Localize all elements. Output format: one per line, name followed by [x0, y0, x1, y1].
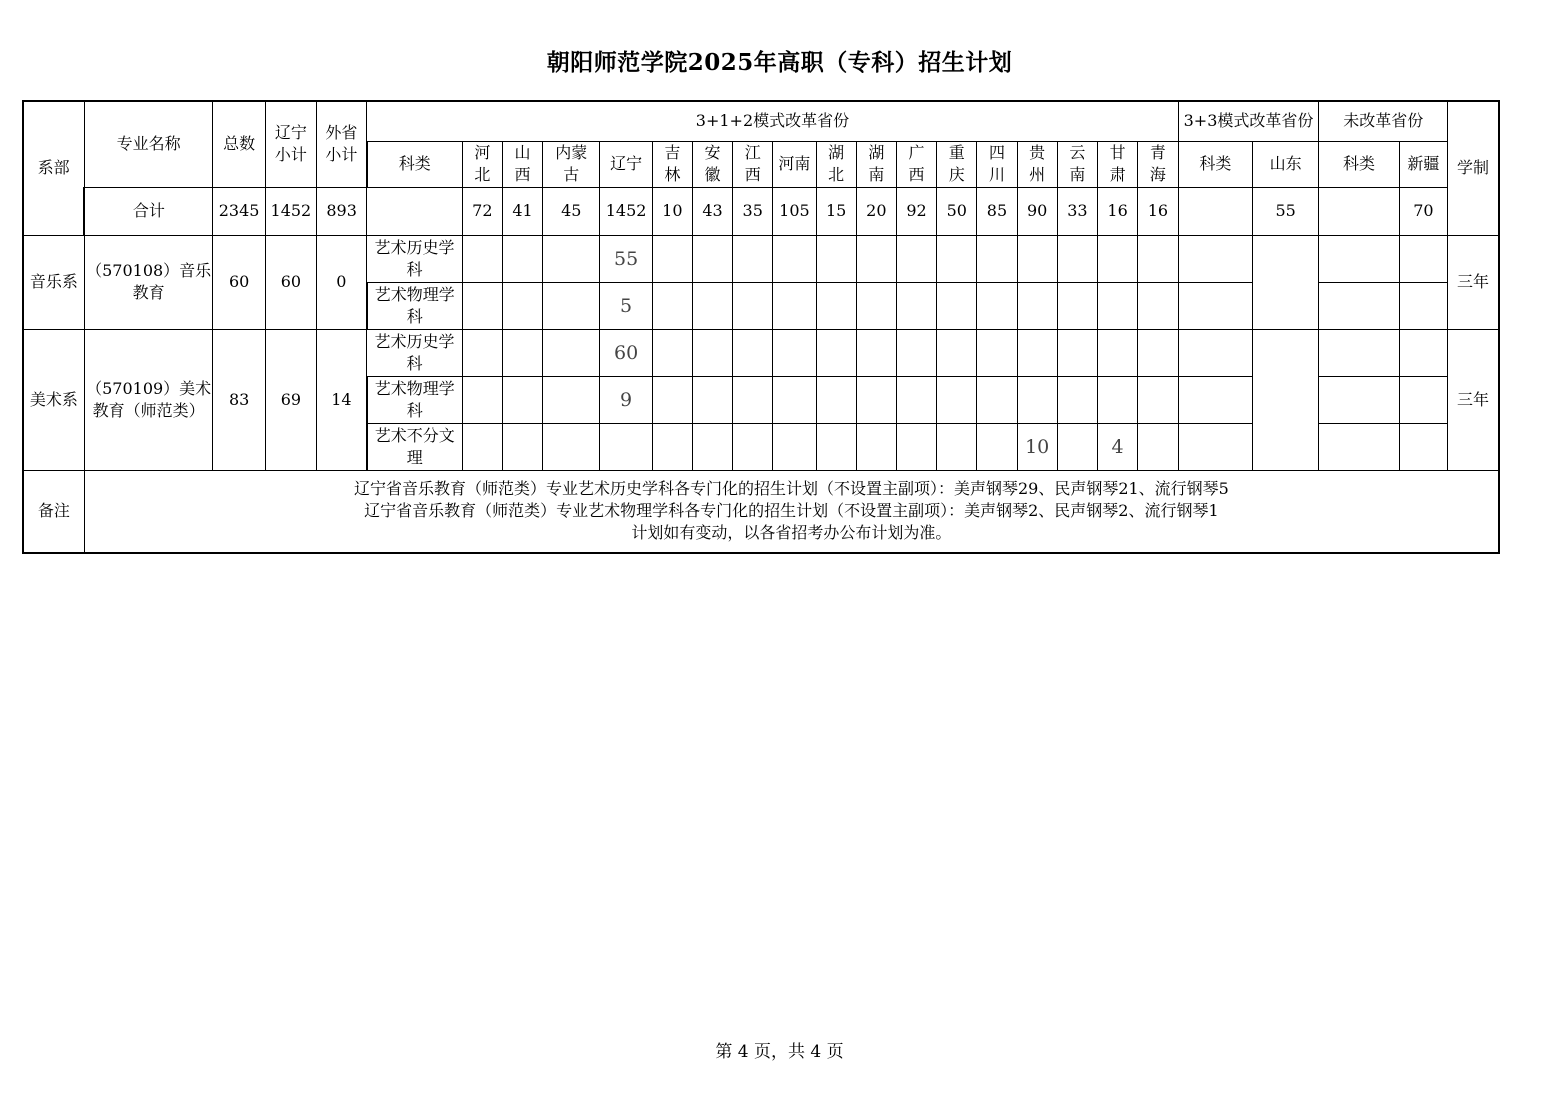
subject-type-33: [1178, 423, 1252, 470]
province-value: [1097, 329, 1137, 376]
province-value: [1057, 423, 1097, 470]
total-liaoning: 1452: [265, 187, 316, 235]
province-value: [1097, 235, 1137, 282]
header-subject-type: 科类: [367, 141, 462, 187]
header-group-33: 3+3模式改革省份: [1178, 101, 1319, 141]
total-province-value: 33: [1057, 187, 1097, 235]
dept-name: 音乐系: [23, 235, 84, 329]
province-value: [1017, 282, 1057, 329]
total-subject-type-unreformed: [1319, 187, 1399, 235]
province-value: 60: [600, 329, 652, 376]
total-subject-type: [367, 187, 462, 235]
document-title: 朝阳师范学院2025年高职（专科）招生计划: [546, 49, 1013, 76]
header-major: 专业名称: [84, 101, 213, 187]
province-value: [502, 329, 542, 376]
header-province: 湖 南: [856, 141, 896, 187]
subject-type-unreformed: [1319, 282, 1399, 329]
total-shandong: 55: [1253, 187, 1319, 235]
notes-content: [84, 470, 1499, 553]
subject-type-unreformed: [1319, 329, 1399, 376]
province-value: [462, 423, 502, 470]
province-value: [773, 329, 816, 376]
total-province-value: 50: [937, 187, 977, 235]
major-name: （570109）美术教育（师范类）: [84, 329, 213, 470]
major-total: 60: [213, 235, 265, 329]
header-province: 云 南: [1057, 141, 1097, 187]
header-duration: 学制: [1448, 101, 1499, 235]
province-value: [502, 376, 542, 423]
header-province: 河南: [773, 141, 816, 187]
province-value: [733, 235, 773, 282]
province-value: [733, 423, 773, 470]
province-value: [1057, 329, 1097, 376]
province-value: [733, 282, 773, 329]
province-value: [543, 423, 600, 470]
province-value: [937, 423, 977, 470]
province-value: 10: [1017, 423, 1057, 470]
subject-type-unreformed: [1319, 376, 1399, 423]
province-value: [1097, 376, 1137, 423]
province-value: [937, 235, 977, 282]
province-value: [462, 235, 502, 282]
province-value: [692, 329, 732, 376]
header-province: 广 西: [896, 141, 936, 187]
total-xinjiang: 70: [1399, 187, 1447, 235]
province-value: [856, 235, 896, 282]
header-group-unreformed: 未改革省份: [1319, 101, 1448, 141]
province-value: [502, 235, 542, 282]
province-value: [816, 376, 856, 423]
enrollment-plan-table: [22, 100, 1500, 554]
province-value: [856, 376, 896, 423]
notes-label: 备注: [23, 470, 84, 553]
header-province: 辽宁: [600, 141, 652, 187]
province-value: [652, 282, 692, 329]
header-province-xinjiang: 新疆: [1399, 141, 1447, 187]
note-line: 辽宁省音乐教育（师范类）专业艺术物理学科各专门化的招生计划（不设置主副项）：美声钢琴2、民声钢琴2、流行钢琴1: [364, 501, 1219, 521]
province-value: [652, 329, 692, 376]
province-value: [977, 376, 1017, 423]
province-value: [977, 235, 1017, 282]
province-value: [502, 423, 542, 470]
xinjiang-value: [1399, 235, 1447, 282]
subject-type: 艺术历史学科: [367, 329, 462, 376]
header-subject-type-33: 科类: [1178, 141, 1252, 187]
total-sum: 2345: [213, 187, 265, 235]
province-value: [692, 235, 732, 282]
total-province-value: 41: [502, 187, 542, 235]
province-value: [937, 282, 977, 329]
province-value: [937, 329, 977, 376]
major-liaoning: 69: [265, 329, 316, 470]
total-province-value: 15: [816, 187, 856, 235]
duration-value: 三年: [1448, 329, 1499, 470]
province-value: [1017, 329, 1057, 376]
province-value: [733, 376, 773, 423]
header-province: 河 北: [462, 141, 502, 187]
province-value: [1017, 376, 1057, 423]
province-value: [773, 282, 816, 329]
subject-type-33: [1178, 282, 1252, 329]
province-value: 5: [600, 282, 652, 329]
duration-value: 三年: [1448, 235, 1499, 329]
subject-type: 艺术不分文理: [367, 423, 462, 470]
dept-name: 美术系: [23, 329, 84, 470]
subject-type-33: [1178, 376, 1252, 423]
xinjiang-value: [1399, 376, 1447, 423]
province-value: [896, 329, 936, 376]
total-province-value: 10: [652, 187, 692, 235]
subject-type-unreformed: [1319, 235, 1399, 282]
province-value: [652, 376, 692, 423]
province-value: [543, 329, 600, 376]
header-province: 吉 林: [652, 141, 692, 187]
header-liaoning-subtotal: 辽宁 小计: [265, 101, 316, 187]
province-value: [543, 282, 600, 329]
header-outside-subtotal: 外省 小计: [317, 101, 367, 187]
province-value: 4: [1097, 423, 1137, 470]
province-value: [816, 235, 856, 282]
province-value: [1017, 235, 1057, 282]
province-value: [462, 282, 502, 329]
province-value: [896, 282, 936, 329]
total-province-value: 16: [1097, 187, 1137, 235]
province-value: [816, 329, 856, 376]
total-province-value: 1452: [600, 187, 652, 235]
header-province: 贵 州: [1017, 141, 1057, 187]
header-province: 山 西: [502, 141, 542, 187]
province-value: [856, 329, 896, 376]
total-province-value: 90: [1017, 187, 1057, 235]
province-value: [1138, 423, 1178, 470]
shandong-value: [1253, 329, 1319, 470]
subject-type: 艺术历史学科: [367, 235, 462, 282]
table-row: [23, 235, 1499, 282]
subject-type-33: [1178, 329, 1252, 376]
province-value: [1097, 282, 1137, 329]
total-province-value: 72: [462, 187, 502, 235]
province-value: [1138, 235, 1178, 282]
province-value: [692, 282, 732, 329]
total-province-value: 92: [896, 187, 936, 235]
total-province-value: 20: [856, 187, 896, 235]
province-value: [896, 235, 936, 282]
header-province: 安 徽: [692, 141, 732, 187]
header-province: 四 川: [977, 141, 1017, 187]
total-province-value: 43: [692, 187, 732, 235]
province-value: [652, 423, 692, 470]
xinjiang-value: [1399, 423, 1447, 470]
province-value: [652, 235, 692, 282]
province-value: [502, 282, 542, 329]
province-value: [937, 376, 977, 423]
header-province: 甘 肃: [1097, 141, 1137, 187]
major-liaoning: 60: [265, 235, 316, 329]
header-province: 青 海: [1138, 141, 1178, 187]
province-value: [816, 423, 856, 470]
province-value: [733, 329, 773, 376]
header-province: 湖 北: [816, 141, 856, 187]
total-province-value: 105: [773, 187, 816, 235]
province-value: [692, 423, 732, 470]
subject-type: 艺术物理学科: [367, 282, 462, 329]
header-province-shandong: 山东: [1253, 141, 1319, 187]
province-value: [1057, 235, 1097, 282]
province-value: 9: [600, 376, 652, 423]
province-value: [462, 376, 502, 423]
province-value: [543, 376, 600, 423]
header-subject-type-unreformed: 科类: [1319, 141, 1399, 187]
province-value: [1057, 376, 1097, 423]
major-name: （570108）音乐教育: [84, 235, 213, 329]
province-value: [977, 282, 1017, 329]
header-total: 总数: [213, 101, 265, 187]
total-province-value: 16: [1138, 187, 1178, 235]
page-footer: 第 4 页，共 4 页: [715, 1042, 844, 1062]
total-subject-type-33: [1178, 187, 1252, 235]
subject-type: 艺术物理学科: [367, 376, 462, 423]
province-value: [896, 376, 936, 423]
province-value: [977, 423, 1017, 470]
header-dept: 系部: [23, 101, 84, 235]
province-value: [773, 235, 816, 282]
province-value: [1138, 282, 1178, 329]
note-line: 计划如有变动，以各省招考办公布计划为准。: [631, 523, 952, 543]
note-line: 辽宁省音乐教育（师范类）专业艺术历史学科各专门化的招生计划（不设置主副项）：美声钢琴29、民声钢琴21、流行钢琴5: [353, 479, 1229, 499]
total-province-value: 45: [543, 187, 600, 235]
header-province: 江 西: [733, 141, 773, 187]
total-label: 合计: [84, 187, 213, 235]
total-province-value: 35: [733, 187, 773, 235]
total-province-value: 85: [977, 187, 1017, 235]
xinjiang-value: [1399, 329, 1447, 376]
subject-type-33: [1178, 235, 1252, 282]
total-outside: 893: [317, 187, 367, 235]
province-value: [773, 376, 816, 423]
major-outside: 0: [317, 235, 367, 329]
province-value: [816, 282, 856, 329]
province-value: [462, 329, 502, 376]
xinjiang-value: [1399, 282, 1447, 329]
header-province: 重 庆: [937, 141, 977, 187]
province-value: [600, 423, 652, 470]
province-value: 55: [600, 235, 652, 282]
header-group-312: 3+1+2模式改革省份: [367, 101, 1178, 141]
province-value: [692, 376, 732, 423]
subject-type-unreformed: [1319, 423, 1399, 470]
major-outside: 14: [317, 329, 367, 470]
province-value: [856, 423, 896, 470]
province-value: [856, 282, 896, 329]
province-value: [543, 235, 600, 282]
header-province: 内蒙 古: [543, 141, 600, 187]
province-value: [977, 329, 1017, 376]
major-total: 83: [213, 329, 265, 470]
shandong-value: [1253, 235, 1319, 329]
table-row: [23, 329, 1499, 376]
province-value: [1138, 376, 1178, 423]
province-value: [773, 423, 816, 470]
province-value: [896, 423, 936, 470]
province-value: [1138, 329, 1178, 376]
province-value: [1057, 282, 1097, 329]
